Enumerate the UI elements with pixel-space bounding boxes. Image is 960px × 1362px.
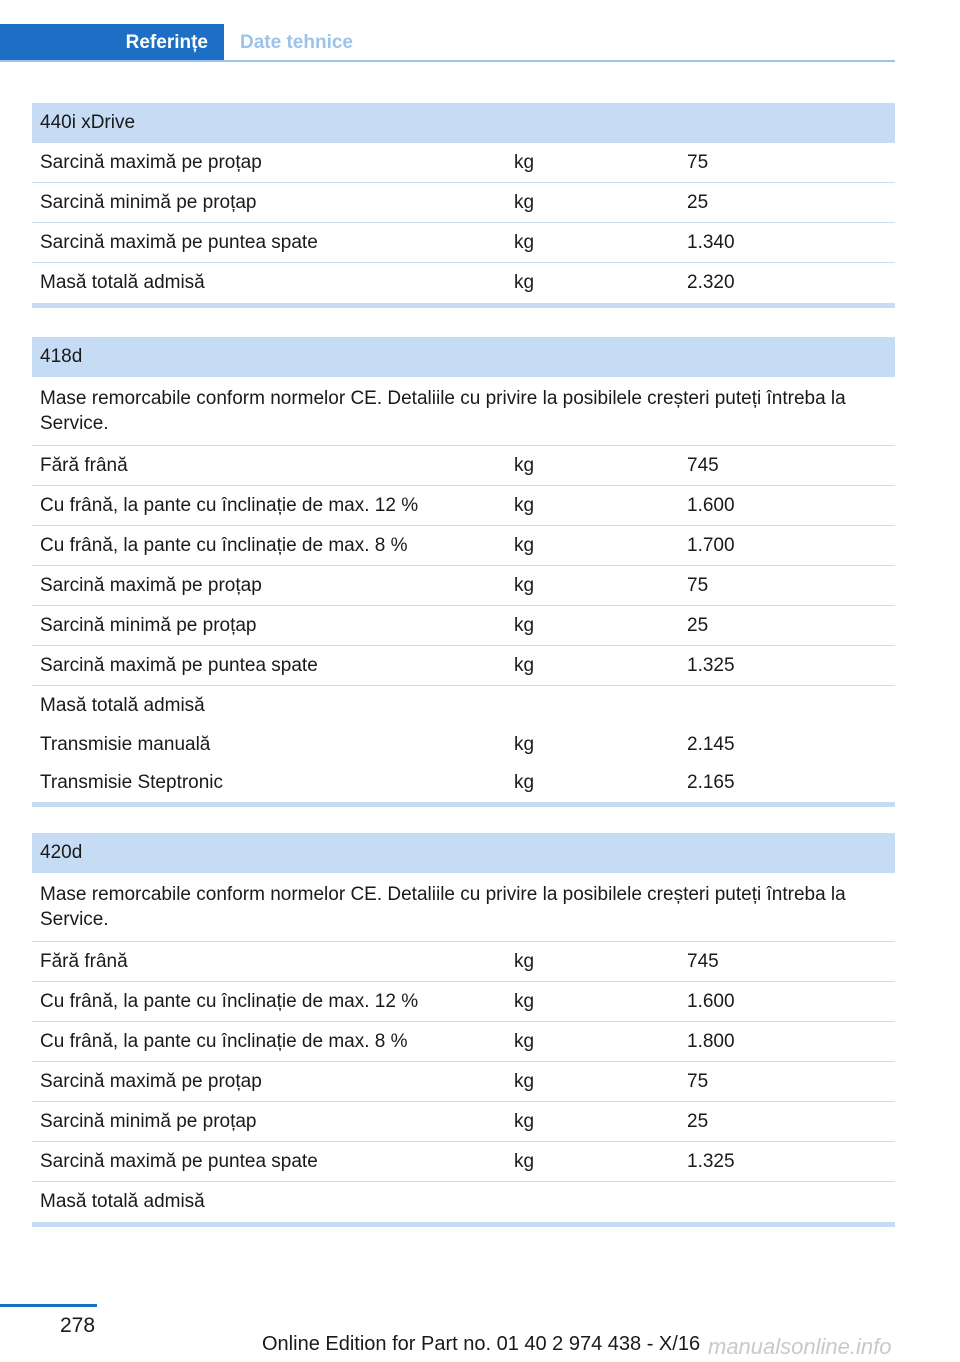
row-label: Cu frână, la pante cu înclinație de max. 8 % [40, 1030, 408, 1052]
row-unit: kg [514, 614, 535, 636]
row-label: Sarcină maximă pe proțap [40, 151, 262, 173]
table-end-bar [32, 303, 895, 308]
row-unit: kg [514, 734, 535, 755]
row-unit: kg [514, 454, 535, 476]
row-label: Sarcină maximă pe proțap [40, 574, 262, 596]
watermark-logo: manualsonline.info [708, 1334, 892, 1359]
row-label: Transmisie Steptronic [40, 772, 224, 793]
table-row [32, 646, 895, 686]
row-unit: kg [514, 574, 535, 596]
row-unit: kg [514, 990, 535, 1012]
row-value: 75 [687, 151, 709, 173]
table-row [32, 223, 895, 263]
row-label: Sarcină maximă pe puntea spate [40, 231, 318, 253]
table-row [32, 1022, 895, 1062]
table-title-row [32, 103, 895, 143]
row-unit: kg [514, 654, 535, 676]
row-value: 75 [687, 574, 709, 596]
row-label: Sarcină minimă pe proțap [40, 1110, 257, 1132]
header-divider [0, 60, 895, 62]
row-label: Cu frână, la pante cu înclinație de max. 12 % [40, 494, 419, 516]
table-row [32, 764, 895, 802]
spec-table-440i-xdrive [32, 103, 895, 308]
row-unit: kg [514, 494, 535, 516]
row-label: Cu frână, la pante cu înclinație de max. 8 % [40, 534, 408, 556]
row-label: Transmisie manuală [40, 734, 211, 755]
tab-referinte[interactable]: Referințe [0, 24, 224, 62]
table-row [32, 942, 895, 982]
table-row [32, 726, 895, 764]
table-title: 418d [40, 346, 83, 367]
table-note: Mase remorcabile conform normelor CE. Detaliile cu privire la posibilele creșteri puteți întreba la Service. [40, 388, 846, 434]
table-row [32, 263, 895, 303]
row-label: Fără frână [40, 454, 128, 476]
table-row [32, 1102, 895, 1142]
table-row [32, 982, 895, 1022]
row-value: 1.800 [687, 1030, 735, 1052]
table-row [32, 143, 895, 183]
footer-accent-line [0, 1304, 97, 1307]
row-unit: kg [514, 231, 535, 253]
table-title: 420d [40, 842, 83, 863]
row-unit: kg [514, 191, 535, 213]
row-unit: kg [514, 1070, 535, 1092]
row-value: 1.600 [687, 990, 735, 1012]
row-value: 1.600 [687, 494, 735, 516]
table-row [32, 686, 895, 726]
row-value: 2.320 [687, 272, 735, 293]
table-note-row [32, 873, 895, 942]
row-label: Masă totală admisă [40, 695, 205, 716]
table-row [32, 526, 895, 566]
row-value: 75 [687, 1070, 709, 1092]
row-label: Sarcină minimă pe proțap [40, 191, 257, 213]
row-value: 745 [687, 454, 719, 476]
row-unit: kg [514, 772, 535, 793]
row-value: 2.165 [687, 772, 735, 793]
table-end-bar [32, 1222, 895, 1227]
row-value: 25 [687, 1110, 709, 1132]
row-label: Fără frână [40, 950, 128, 972]
row-unit: kg [514, 151, 535, 173]
table-row [32, 183, 895, 223]
row-value: 1.340 [687, 231, 735, 253]
table-title-row [32, 337, 895, 377]
table-title: 440i xDrive [40, 112, 136, 133]
edition-text: Online Edition for Part no. 01 40 2 974 438 - X/16 [262, 1333, 701, 1355]
row-unit: kg [514, 1030, 535, 1052]
row-unit: kg [514, 1110, 535, 1132]
row-value: 25 [687, 191, 709, 213]
row-label: Sarcină maximă pe proțap [40, 1070, 262, 1092]
table-row [32, 566, 895, 606]
row-unit: kg [514, 950, 535, 972]
row-label: Masă totală admisă [40, 1191, 205, 1212]
table-row [32, 606, 895, 646]
page-number: 278 [60, 1314, 96, 1337]
row-unit: kg [514, 1150, 535, 1172]
table-row [32, 1182, 895, 1222]
row-label: Cu frână, la pante cu înclinație de max. 12 % [40, 990, 419, 1012]
section-header [0, 24, 895, 62]
table-title-row [32, 833, 895, 873]
row-label: Masă totală admisă [40, 272, 205, 293]
table-row [32, 1062, 895, 1102]
row-label: Sarcină maximă pe puntea spate [40, 1150, 318, 1172]
table-end-bar [32, 802, 895, 807]
row-unit: kg [514, 272, 535, 293]
table-row [32, 486, 895, 526]
row-value: 1.700 [687, 534, 735, 556]
table-note: Mase remorcabile conform normelor CE. Detaliile cu privire la posibilele creșteri puteți întreba la Service. [40, 884, 846, 930]
row-label: Sarcină maximă pe puntea spate [40, 654, 318, 676]
spec-table-418d [32, 337, 895, 807]
row-value: 2.145 [687, 734, 735, 755]
row-unit: kg [514, 534, 535, 556]
spec-table-420d [32, 833, 895, 1227]
table-row [32, 446, 895, 486]
row-value: 25 [687, 614, 709, 636]
tab-date-tehnice[interactable]: Date tehnice [240, 32, 353, 53]
row-label: Sarcină minimă pe proțap [40, 614, 257, 636]
table-row [32, 1142, 895, 1182]
row-value: 745 [687, 950, 719, 972]
row-value: 1.325 [687, 1150, 735, 1172]
table-note-row [32, 377, 895, 446]
row-value: 1.325 [687, 654, 735, 676]
